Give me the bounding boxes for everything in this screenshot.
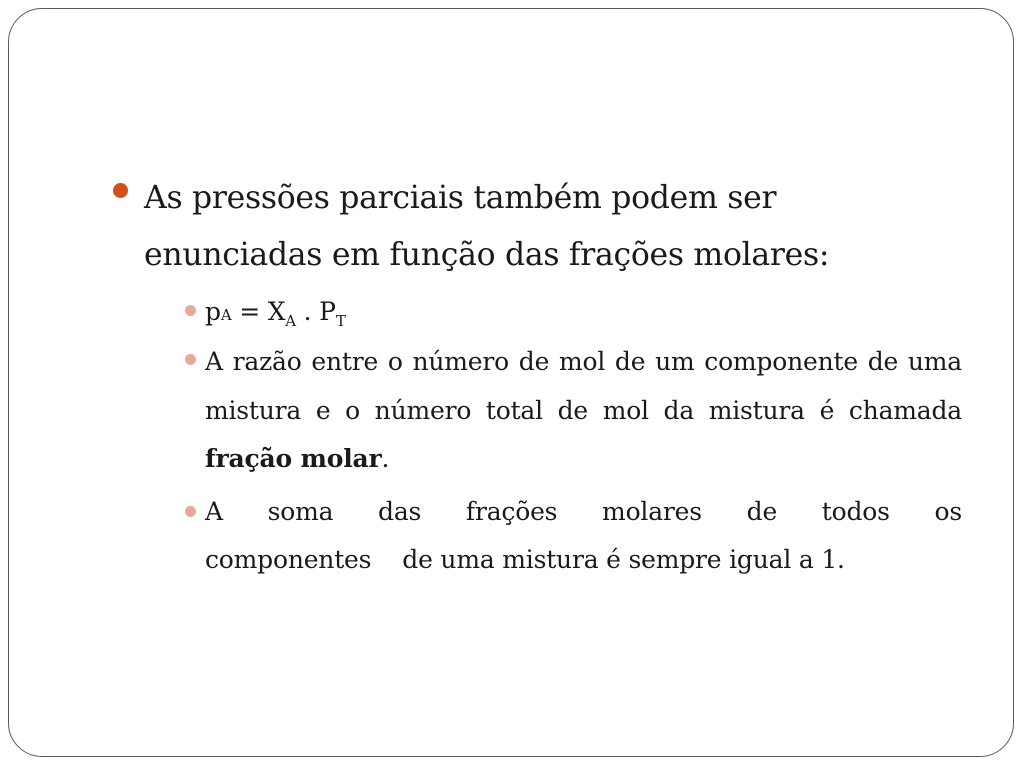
formula-partial-pressure xyxy=(205,288,962,340)
definition-period: . xyxy=(381,444,390,473)
main-bullet-text: As pressões parciais também podem ser enunciadas em função das frações molares: xyxy=(144,180,830,273)
sub-bullet-icon xyxy=(185,354,196,365)
formula-pt-subscript: T xyxy=(335,312,346,330)
formula-dot-p: . P xyxy=(295,297,336,326)
molar-fraction-definition xyxy=(205,338,962,484)
sum-statement-line2: componentes de uma mistura é sempre igual a 1. xyxy=(205,545,845,574)
sub-bullet-icon xyxy=(185,305,196,316)
definition-bold-term: fração molar xyxy=(205,444,382,473)
formula-x-subscript: A xyxy=(285,312,296,330)
sub-bullet-icon xyxy=(185,506,196,517)
sum-line1-text: A soma das frações molares de todos os xyxy=(205,497,962,526)
formula-equals-x: = X xyxy=(231,297,286,326)
formula-p-subscript: A xyxy=(220,306,232,324)
main-bullet-icon xyxy=(113,183,128,198)
formula-p: p xyxy=(205,297,221,326)
definition-text: A razão entre o número de mol de um componente de uma mistura e o número total de mol da mistura é chamada xyxy=(205,347,962,425)
